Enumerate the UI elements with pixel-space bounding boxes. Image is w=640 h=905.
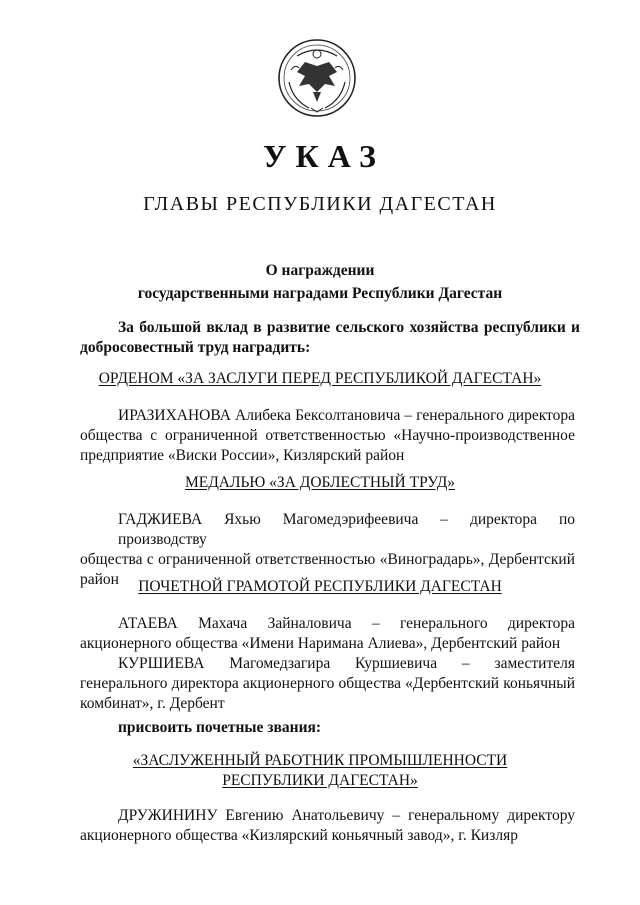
- entry-line: акционерного общества «Имени Наримана Алиева», Дербентский район: [80, 635, 561, 652]
- entry-line: общества с ограниченной ответственностью «Виноградарь», Дербентский: [80, 551, 575, 568]
- document-title: УКАЗ: [263, 138, 385, 174]
- decree-subject-line2: государственными наградами Республики Дагестан: [137, 285, 503, 302]
- entry-line: район: [80, 571, 119, 588]
- entry-line: КУРШИЕВА Магомедзагира Куршиевича – заместителя: [118, 655, 575, 672]
- titles-intro: [80, 718, 575, 738]
- award-entry: [80, 614, 575, 654]
- entry-line: ДРУЖИНИНУ Евгению Анатольевичу – генеральному директору: [118, 807, 575, 824]
- entry-line: ИРАЗИХАНОВА Алибека Бексолтановича – генерального директора: [118, 407, 575, 424]
- award-heading-certificate: ПОЧЕТНОЙ ГРАМОТОЙ РЕСПУБЛИКИ ДАГЕСТАН: [138, 578, 502, 595]
- award-heading-order: ОРДЕНОМ «ЗА ЗАСЛУГИ ПЕРЕД РЕСПУБЛИКОЙ ДАГЕСТАН»: [98, 370, 542, 387]
- honorary-title-line2: РЕСПУБЛИКИ ДАГЕСТАН»: [222, 772, 418, 789]
- award-entry: [80, 406, 575, 466]
- entry-line: общества с ограниченной ответственностью «Научно-производственное: [80, 427, 575, 444]
- award-entry: [80, 654, 575, 714]
- entry-line: АТАЕВА Махача Зайналовича – генерального директора: [118, 615, 575, 632]
- intro-line1: За большой вклад в развитие сельского хозяйства республики и: [118, 319, 580, 336]
- entry-line: комбинат», г. Дербент: [80, 695, 225, 712]
- document-subtitle: ГЛАВЫ РЕСПУБЛИКИ ДАГЕСТАН: [143, 193, 497, 215]
- award-entry: [80, 806, 575, 846]
- dagestan-coat-of-arms-icon: [275, 36, 359, 120]
- entry-line: ГАДЖИЕВА Яхью Магомедэрифеевича – директора по производству: [118, 511, 575, 548]
- entry-line: предприятие «Виски России», Кизлярский район: [80, 447, 405, 464]
- titles-intro-text: присвоить почетные звания:: [118, 719, 322, 736]
- decree-subject-line1: О награждении: [265, 262, 375, 279]
- intro-line2: добросовестный труд наградить:: [80, 339, 311, 356]
- decree-subject: [0, 259, 640, 305]
- honorary-title-line1: «ЗАСЛУЖЕННЫЙ РАБОТНИК ПРОМЫШЛЕННОСТИ: [132, 752, 508, 769]
- entry-line: генерального директора акционерного общества «Дербентский коньячный: [80, 675, 575, 692]
- entry-line: акционерного общества «Кизлярский коньячный завод», г. Кизляр: [80, 827, 518, 844]
- intro-paragraph: [80, 318, 580, 358]
- award-heading-medal: МЕДАЛЬЮ «ЗА ДОБЛЕСТНЫЙ ТРУД»: [184, 474, 456, 491]
- honorary-title-heading: [0, 751, 640, 791]
